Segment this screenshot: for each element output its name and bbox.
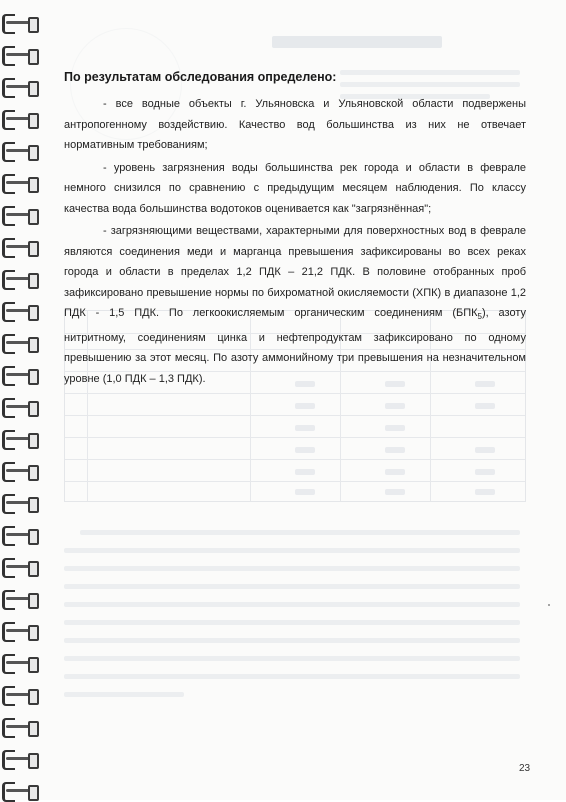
binding-ring [2, 398, 38, 416]
binding-ring [2, 334, 38, 352]
binding-ring [2, 462, 38, 480]
binding-ring [2, 142, 38, 160]
bleed-through-title [272, 36, 442, 48]
bpk-subscript: 5 [477, 312, 482, 322]
binding-ring [2, 366, 38, 384]
binding-ring [2, 270, 38, 288]
binding-ring [2, 46, 38, 64]
binding-ring [2, 590, 38, 608]
binding-ring [2, 14, 38, 32]
section-heading: По результатам обследования определено: [64, 70, 337, 84]
document-body [64, 70, 526, 391]
binding-ring [2, 750, 38, 768]
paragraph-3-rest: ), азоту нитритному, соединениям цинка и нефтепродуктам зафиксировано по одному превышению за этот месяц. По азоту аммонийному три превышения на незначительном уровне (1,0 ПДК – 1,3 ПДК). [64, 307, 526, 385]
paper-speck [548, 604, 550, 606]
binding-ring [2, 718, 38, 736]
paragraph-pollutants [64, 221, 526, 389]
paragraph-3-lead: - загрязняющими веществами, характерными для поверхностных вод в феврале являются соединения меди и марганца превышения зафиксированы во всех реках города и области в пределах 1,2 ПДК – 21,2 ПДК. В половине отобранных проб зафиксировано превышение нормы по бихроматной окисляемости (ХПК) в диапазоне 1,2 ПДК - 1,5 ПДК. По легкоокисляемым органическим соединениям (БПК [64, 225, 526, 319]
page-number: 23 [519, 763, 531, 774]
paragraph-2-rest: По классу качества вода большинства водотоков оценивается как "загрязнённая"; [64, 182, 527, 215]
binding-ring [2, 654, 38, 672]
binding-ring [2, 494, 38, 512]
binding-ring [2, 110, 38, 128]
paragraph-2-lead: - уровень загрязнения воды большинства рек города и области в феврале немного снизился по сравнению с предыдущим месяцем наблюдения. [64, 161, 526, 194]
binding-ring [2, 526, 38, 544]
spiral-binding [0, 0, 40, 800]
binding-ring [2, 206, 38, 224]
binding-ring [2, 174, 38, 192]
paragraph-pollution-level [64, 158, 526, 220]
binding-ring [2, 558, 38, 576]
binding-ring [2, 686, 38, 704]
paragraph-1-rest: Качество вод большинства из них не отвечает нормативным требованиям; [64, 118, 526, 151]
paragraph-water-bodies [64, 94, 526, 156]
binding-ring [2, 238, 38, 256]
binding-ring [2, 430, 38, 448]
binding-ring [2, 782, 38, 800]
binding-ring [2, 78, 38, 96]
binding-ring [2, 622, 38, 640]
paragraph-1-lead: - все водные объекты г. Ульяновска и Ульяновской области подвержены антропогенному воздействию. [64, 98, 526, 131]
binding-ring [2, 302, 38, 320]
